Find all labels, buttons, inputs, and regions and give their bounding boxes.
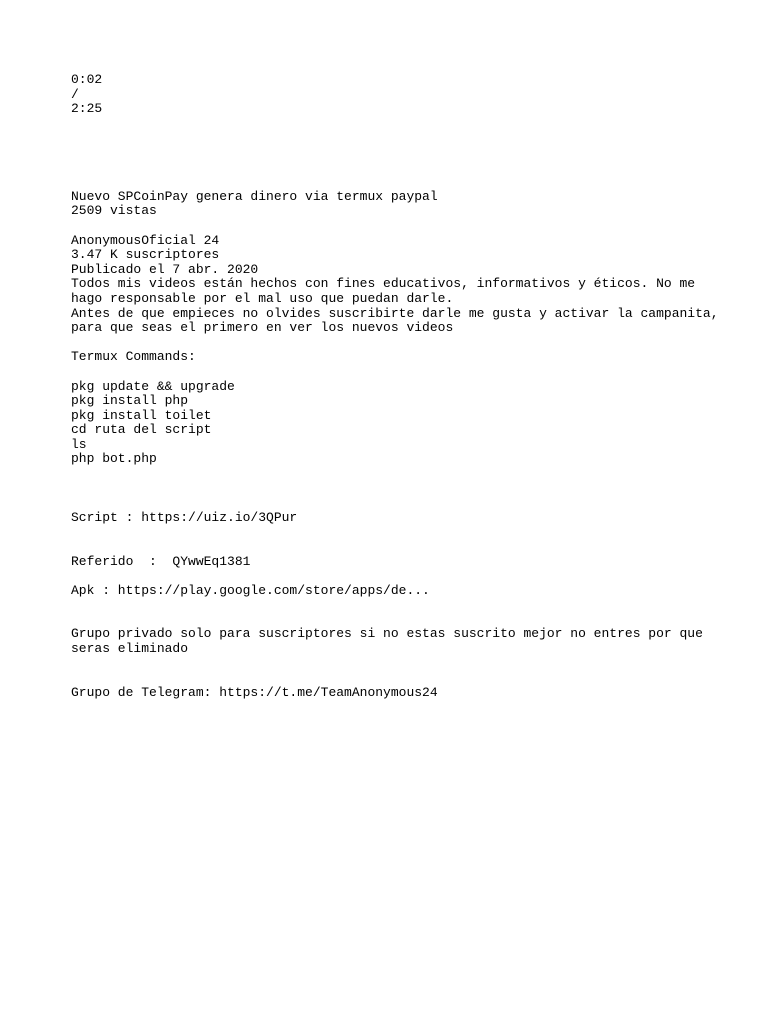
view-count: 2509 vistas xyxy=(71,203,157,219)
description-subscribe-note: Antes de que empieces no olvides suscribirte darle me gusta y activar la campanita, para que seas el primero en ver los nuevos videos xyxy=(71,305,719,336)
commands-heading: Termux Commands: xyxy=(71,349,196,365)
group-note: Grupo privado solo para suscriptores si no estas suscrito mejor no entres por que seras eliminado xyxy=(71,626,703,657)
telegram-link[interactable]: Grupo de Telegram: https://t.me/TeamAnonymous24 xyxy=(71,684,438,700)
referral-code: Referido : QYwwEq1381 xyxy=(71,553,251,569)
current-time: 0:02 xyxy=(71,72,103,87)
command-list xyxy=(71,380,731,468)
command-line: ls xyxy=(71,436,87,452)
video-title[interactable]: Nuevo SPCoinPay genera dinero via termux paypal xyxy=(71,188,438,204)
channel-info xyxy=(71,234,731,278)
command-line: pkg update && upgrade xyxy=(71,378,235,394)
video-description xyxy=(71,277,731,700)
description-disclaimer: Todos mis videos están hechos con fines educativos, informativos y éticos. No me hago responsable por el mal uso que puedan darle. xyxy=(71,276,696,306)
apk-link[interactable]: Apk : https://play.google.com/store/apps/de... xyxy=(71,582,430,598)
channel-name[interactable]: AnonymousOficial 24 xyxy=(71,232,220,248)
script-link[interactable]: Script : https://uiz.io/3QPur xyxy=(71,510,298,526)
duration: 2:25 xyxy=(71,101,103,117)
player-time xyxy=(71,73,731,117)
publish-date: Publicado el 7 abr. 2020 xyxy=(71,261,259,277)
command-line: pkg install toilet xyxy=(71,407,212,423)
command-line: php bot.php xyxy=(71,451,157,467)
video-page xyxy=(71,73,731,700)
command-line: pkg install php xyxy=(71,393,189,409)
time-separator: / xyxy=(71,86,79,102)
command-line: cd ruta del script xyxy=(71,422,212,438)
subscriber-count: 3.47 K suscriptores xyxy=(71,247,220,263)
video-info xyxy=(71,190,731,219)
